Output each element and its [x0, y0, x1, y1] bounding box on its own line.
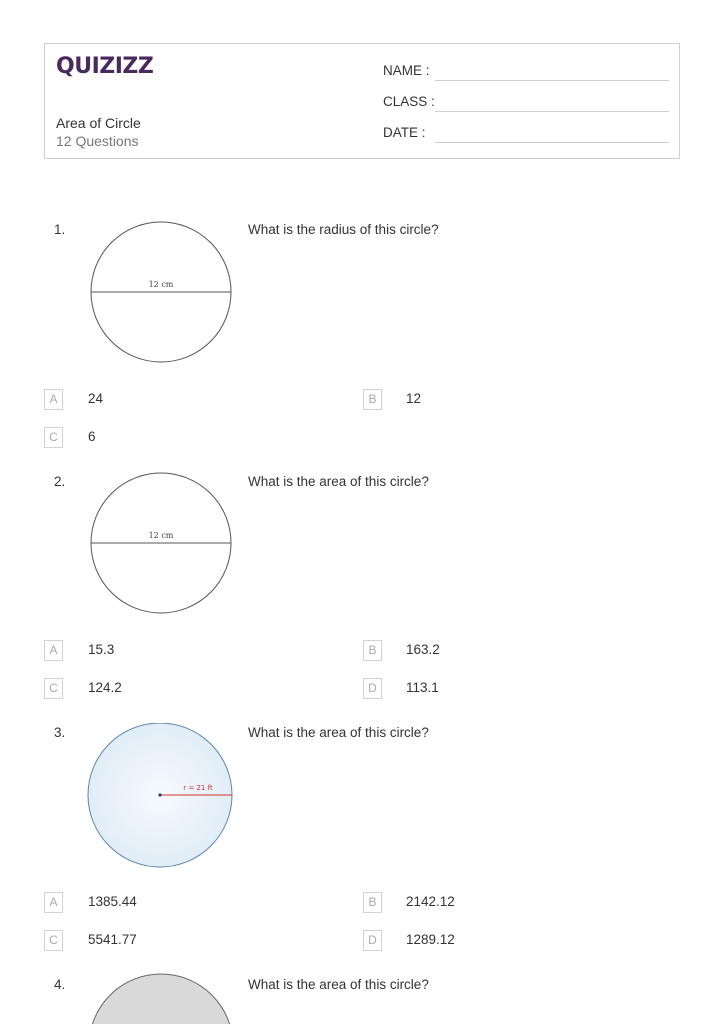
question-1-number: 1.: [54, 222, 66, 237]
option-box-a[interactable]: A: [44, 389, 63, 410]
question-3-number: 3.: [54, 725, 66, 740]
option-box-c[interactable]: C: [44, 678, 63, 699]
date-line: [435, 142, 669, 143]
class-field[interactable]: [383, 94, 671, 114]
option-box-d[interactable]: D: [363, 930, 382, 951]
option-text-d: 1289.12: [406, 932, 455, 947]
option-text-a: 1385.44: [88, 894, 137, 909]
question-4-number: 4.: [54, 977, 66, 992]
question-2-diameter-label: 12 cm: [148, 531, 174, 540]
question-4-text: What is the area of this circle?: [248, 977, 429, 992]
question-1-diameter-label: 12 cm: [148, 280, 174, 289]
question-1-circle-figure: [88, 220, 234, 366]
question-3-text: What is the area of this circle?: [248, 725, 429, 740]
option-box-b[interactable]: B: [363, 640, 382, 661]
name-field[interactable]: [383, 63, 671, 83]
option-box-a[interactable]: A: [44, 892, 63, 913]
option-text-d: 113.1: [406, 680, 439, 695]
name-label: NAME :: [383, 63, 430, 78]
question-count: 12 Questions: [56, 133, 139, 149]
worksheet-title: Area of Circle: [56, 115, 141, 131]
question-1-text: What is the radius of this circle?: [248, 222, 439, 237]
option-text-c: 6: [88, 429, 96, 444]
option-text-b: 12: [406, 391, 422, 406]
option-box-a[interactable]: A: [44, 640, 63, 661]
question-2-text: What is the area of this circle?: [248, 474, 429, 489]
option-text-a: 15.3: [88, 642, 115, 657]
question-3-circle-figure: [86, 723, 234, 869]
question-2-number: 2.: [54, 474, 66, 489]
name-line: [435, 80, 669, 81]
option-box-c[interactable]: C: [44, 427, 63, 448]
option-text-a: 24: [88, 391, 104, 406]
option-text-c: 124.2: [88, 680, 122, 695]
option-box-d[interactable]: D: [363, 678, 382, 699]
class-line: [435, 111, 669, 112]
option-text-b: 2142.12: [406, 894, 455, 909]
option-text-c: 5541.77: [88, 932, 137, 947]
question-3-radius-label: r = 21 ft: [183, 784, 213, 792]
option-box-c[interactable]: C: [44, 930, 63, 951]
option-text-b: 163.2: [406, 642, 440, 657]
date-label: DATE :: [383, 125, 426, 140]
question-4-circle-figure: [88, 973, 234, 1024]
quizizz-logo: QUIZIZZ: [56, 54, 154, 79]
date-field[interactable]: [383, 125, 671, 145]
option-box-b[interactable]: B: [363, 892, 382, 913]
class-label: CLASS :: [383, 94, 435, 109]
worksheet-header: [44, 43, 680, 159]
question-2-circle-figure: [88, 471, 234, 617]
option-box-b[interactable]: B: [363, 389, 382, 410]
